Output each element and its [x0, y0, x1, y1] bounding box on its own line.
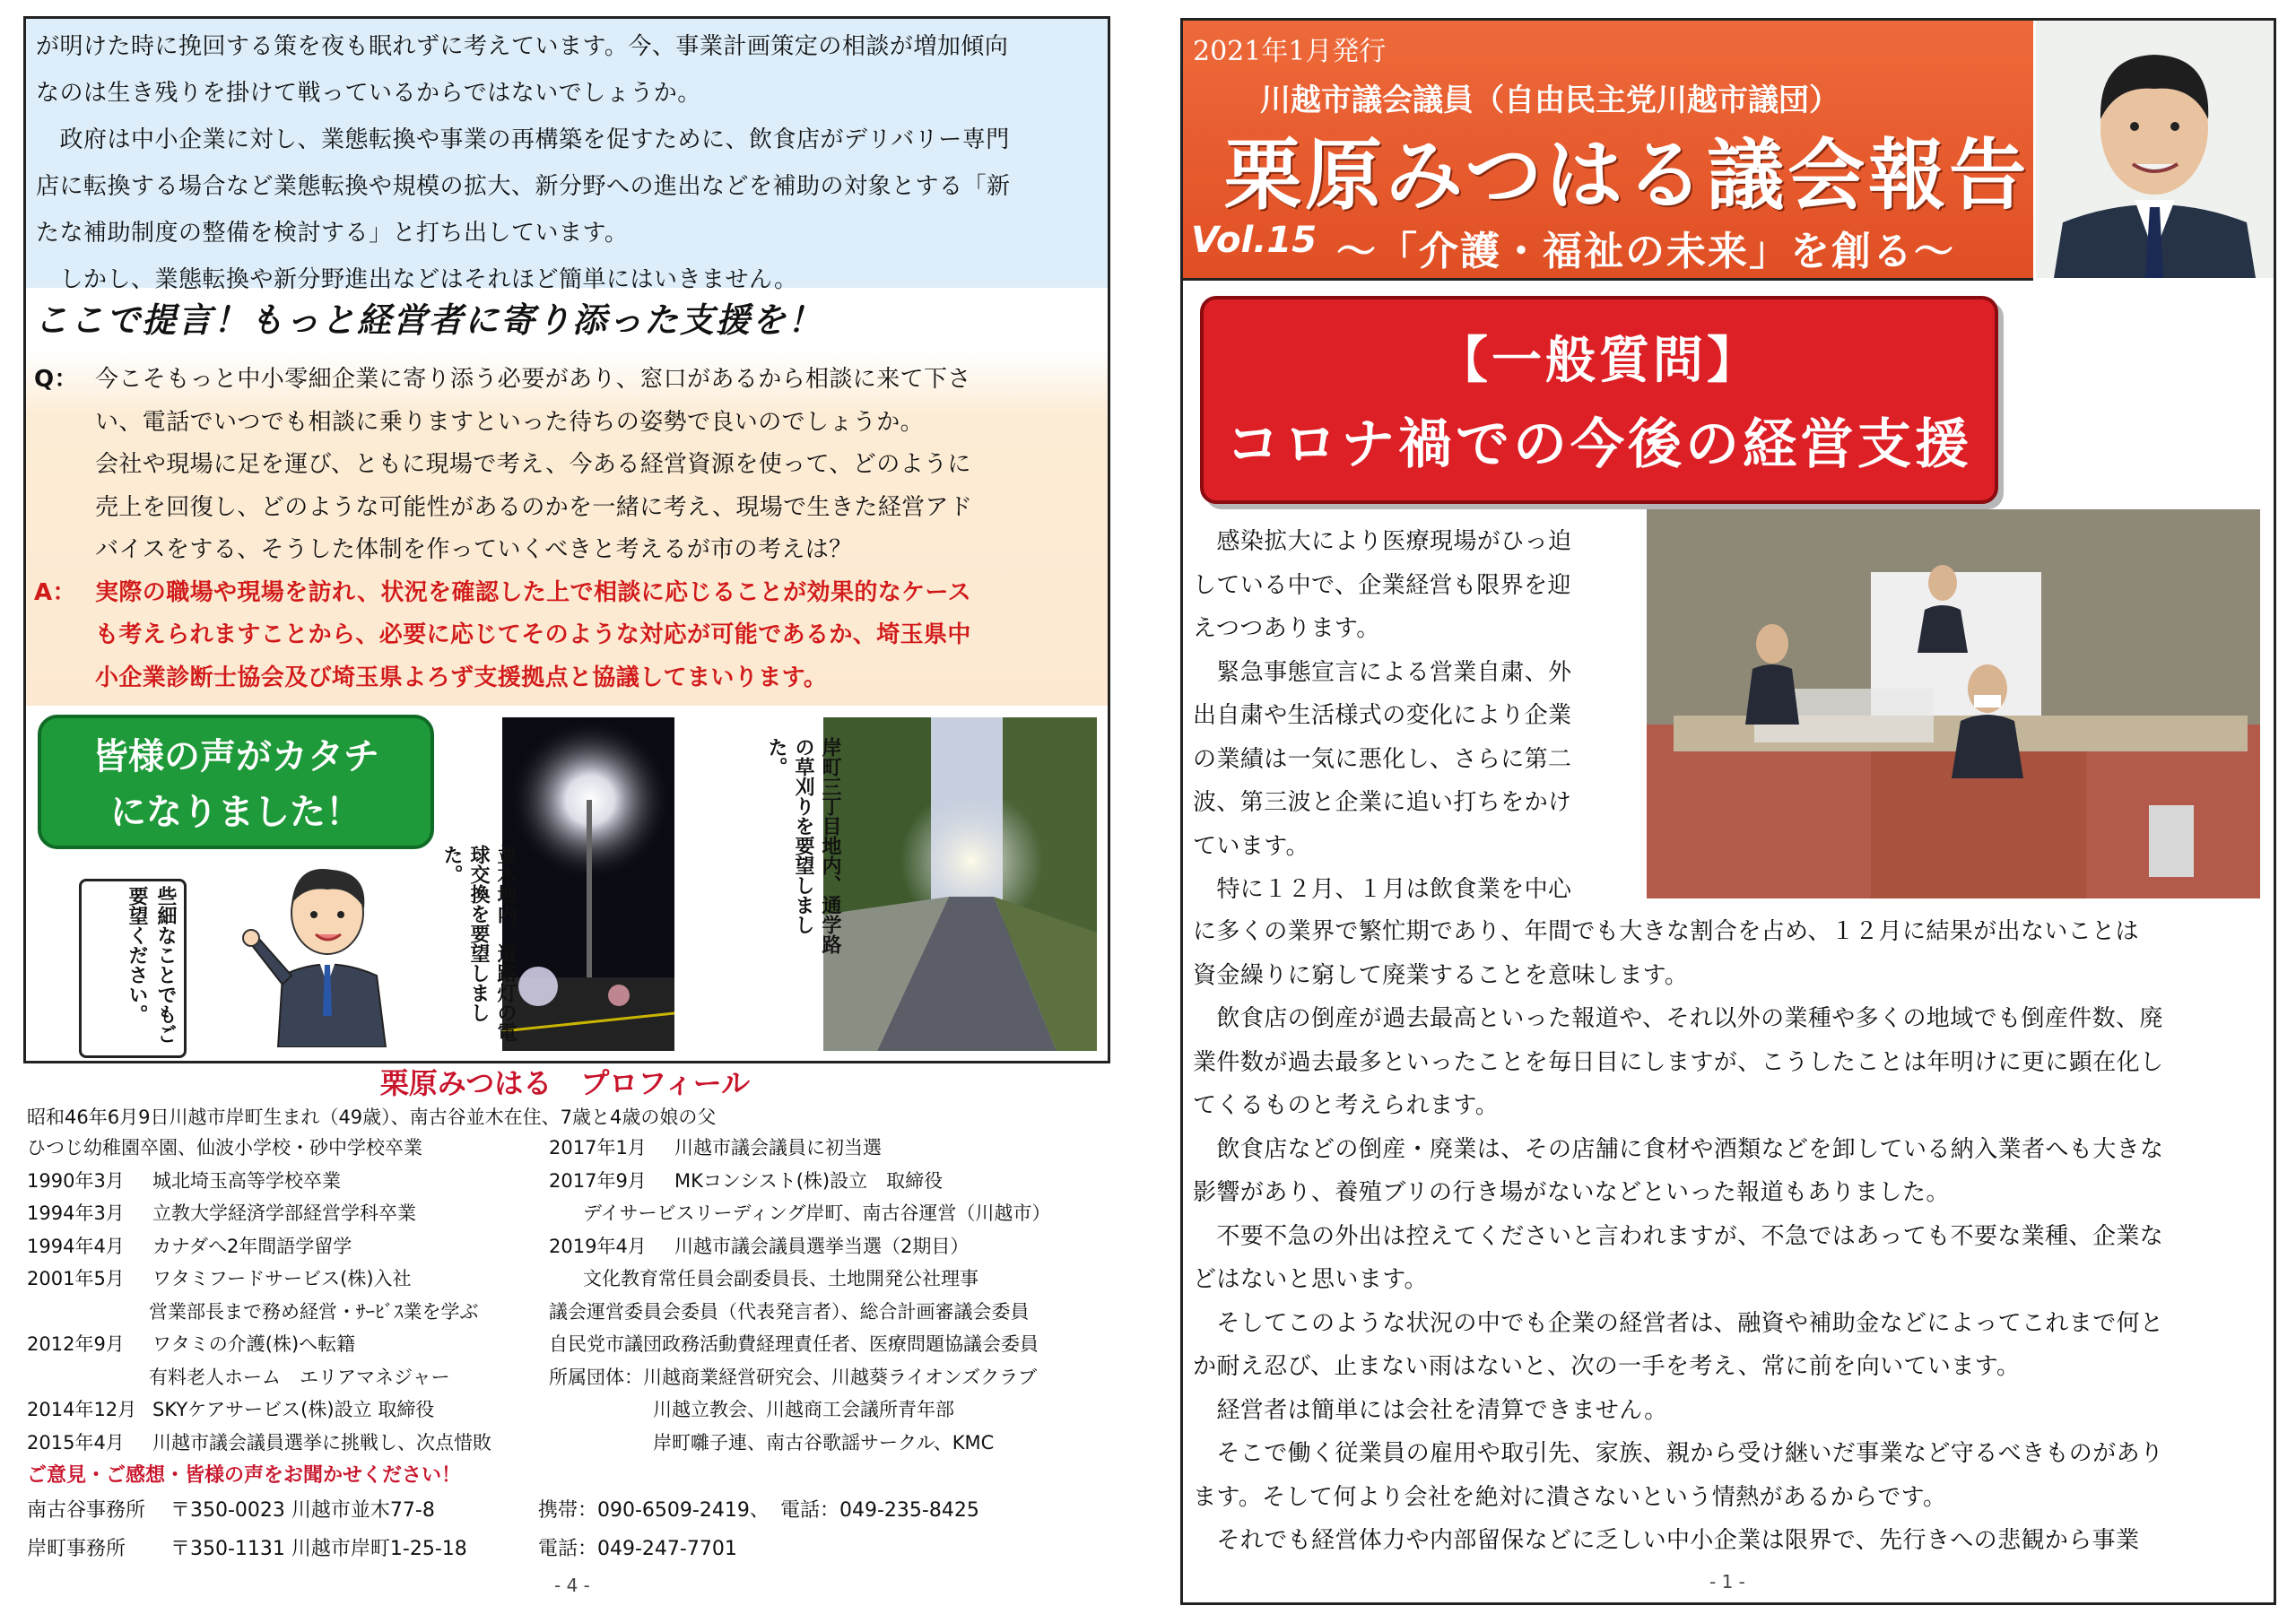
profile-row	[27, 1132, 491, 1165]
proposal-heading: ここで提言！もっと経営者に寄り添った支援を！	[34, 300, 824, 340]
right-content-frame	[1180, 18, 2276, 1605]
profile-text: 文化教育常任員会副委員長、土地開発公社理事	[583, 1268, 978, 1289]
profile-text: 城北埼玉高等学校卒業	[152, 1169, 341, 1192]
page-number-right: - 1 -	[1709, 1571, 1745, 1593]
profile-date: 2001年5月	[27, 1268, 125, 1289]
article-line: えつつあります。	[1193, 615, 1380, 642]
intro-line: 店に転換する場合など業態転換や規模の拡大、新分野への進出などを補助の対象とする「新	[36, 173, 1011, 200]
question-line: い、電話でいつでも相談に乗りますといった待ちの姿勢で良いのでしょうか。	[95, 408, 925, 436]
article-line: ています。	[1193, 832, 1309, 860]
profile-row	[549, 1165, 1050, 1198]
office-tel: 電話：049-235-8425	[780, 1499, 979, 1522]
profile-date: 所属団体：	[549, 1366, 643, 1388]
profile-text: ワタミの介護(株)へ転籍	[152, 1333, 356, 1355]
profile-text: 川越商業経営研究会、川越葵ライオンズクラブ	[643, 1366, 1038, 1388]
speech-bubble-text: 些細なことでもご要望ください。	[126, 886, 177, 1044]
article-line: 緊急事態宣言による営業自粛、外	[1193, 658, 1572, 686]
office-address: 〒350-0023 川越市並木77-8	[170, 1499, 435, 1522]
profile-text: ワタミフードサービス(株)入社	[152, 1268, 412, 1289]
profile-history-right	[549, 1132, 1050, 1459]
profile-date: 1994年3月	[27, 1202, 125, 1224]
profile-row	[549, 1197, 1050, 1230]
profile-text: デイサービスリーディング岸町、南古谷運営（川越市）	[583, 1202, 1051, 1224]
profile-text: 川越立教会、川越商工会議所青年部	[653, 1399, 954, 1420]
office-mobile: 携帯：090-6509-2419、	[538, 1499, 770, 1522]
article-line: 業件数が過去最多といったことを毎日目にしますが、こうしたことは年明けに更に顕在化し	[1193, 1048, 2164, 1076]
profile-row	[549, 1328, 1050, 1361]
left-content-frame	[23, 16, 1110, 1063]
article-line: に多くの業界で繁忙期であり、年間でも大きな割合を占め、１２月に結果が出ないことは	[1193, 918, 2139, 945]
article-line: 影響があり、養殖ブリの行き場がないなどといった報道もありました。	[1193, 1179, 1950, 1206]
voice-badge-line: 皆様の声がカタチ	[92, 736, 379, 777]
profile-row	[27, 1263, 491, 1296]
profile-text: 議会運営委員会委員（代表発言者）、総合計画審議会委員	[549, 1300, 1030, 1323]
answer-line: も考えられますことから、必要に応じてそのような対応が可能であるか、埼玉県中	[95, 621, 971, 648]
profile-row	[549, 1230, 1050, 1263]
profile-date: 2017年1月	[549, 1137, 647, 1159]
intro-line: 政府は中小企業に対し、業態転換や事業の再構築を促すために、飲食店がデリバリー専門	[36, 126, 1010, 153]
article-line: ます。そして何より会社を絶対に潰さないという情熱があるからです。	[1193, 1483, 1947, 1511]
article-line: 飲食店の倒産が過去最高といった報道や、それ以外の業種や多くの地域でも倒産件数、廃	[1193, 1005, 2163, 1032]
profile-date: 2015年4月	[27, 1431, 125, 1454]
profile-date: 2019年4月	[549, 1235, 647, 1257]
newsletter-title: 栗原みつはる議会報告	[1224, 130, 2031, 221]
profile-text: 営業部長まで務め経営・ｻｰﾋﾞｽ業を学ぶ	[149, 1300, 479, 1323]
article-line: 感染拡大により医療現場がひっ迫	[1193, 528, 1572, 555]
article-line: 経営者は簡単には会社を清算できません。	[1193, 1396, 1668, 1424]
article-line: どはないと思います。	[1193, 1266, 1428, 1293]
profile-title: 栗原みつはる プロフィール	[379, 1066, 751, 1100]
question-banner-label: 【一般質問】	[1438, 332, 1761, 390]
profile-row	[27, 1393, 491, 1427]
profile-text: SKYケアサービス(株)設立 取締役	[152, 1399, 435, 1420]
profile-text: 岸町囃子連、南古谷歌謡サークル、KMC	[653, 1431, 995, 1454]
profile-date: 2017年9月	[549, 1169, 647, 1192]
issue-date: 2021年1月発行	[1193, 36, 1387, 67]
article-line: 資金繰りに窮して廃業することを意味します。	[1193, 961, 1689, 989]
profile-row	[27, 1361, 491, 1394]
profile-text: MKコンシスト(株)設立 取締役	[674, 1169, 944, 1192]
article-line: 特に１２月、１月は飲食業を中心	[1193, 876, 1572, 903]
article-line: てくるものと考えられます。	[1193, 1092, 1500, 1119]
streetlight-caption: 並木地内、道路灯の電球交換を要望しました。	[440, 845, 517, 1042]
intro-line: しかし、業態転換や新分野進出などはそれほど簡単にはいきません。	[36, 266, 798, 293]
article-line: 出自粛や生活様式の変化により企業	[1193, 702, 1572, 729]
profile-date: 2012年9月	[27, 1333, 125, 1355]
profile-text: 有料老人ホーム エリアマネジャー	[149, 1366, 450, 1388]
intro-line: たな補助制度の整備を検討する」と打ち出しています。	[36, 220, 629, 247]
article-line: そしてこのような状況の中でも企業の経営者は、融資や補助金などによってこれまで何と	[1193, 1309, 2164, 1337]
profile-row	[27, 1165, 491, 1198]
article-line: している中で、企業経営も限界を迎	[1193, 571, 1571, 599]
article-line: 不要不急の外出は控えてくださいと言われますが、不急ではあっても不要な業種、企業な	[1193, 1222, 2164, 1250]
profile-row	[549, 1132, 1050, 1165]
article-line: 飲食店などの倒産・廃業は、その店舗に食材や酒類などを卸している納入業者へも大きな	[1193, 1135, 2164, 1163]
question-label: Q：	[34, 366, 78, 393]
answer-label: A：	[34, 578, 76, 606]
question-line: 会社や現場に足を運び、ともに現場で考え、今ある経営資源を使って、どのように	[95, 451, 971, 478]
office-address: 〒350-1131 川越市岸町1-25-18	[170, 1538, 467, 1560]
profile-text: 川越市議会議員選挙当選（2期目）	[674, 1235, 970, 1257]
profile-text: カナダへ2年間語学留学	[152, 1235, 352, 1257]
profile-row	[27, 1296, 491, 1329]
roadside-caption: 岸町三丁目地内、通学路の草刈りを要望しました。	[765, 737, 841, 954]
intro-line: なのは生き残りを掛けて戦っているからではないでしょうか。	[36, 80, 701, 107]
answer-line: 実際の職場や現場を訪れ、状況を確認した上で相談に応じることが効果的なケース	[95, 578, 972, 606]
article-line: そこで働く従業員の雇用や取引先、家族、親から受け継いだ事業など守るべきものがあり	[1193, 1440, 2164, 1467]
profile-text: 川越市議会議員に初当選	[674, 1137, 882, 1159]
profile-date: 1994年4月	[27, 1235, 125, 1257]
question-line: 売上を回復し、どのような可能性があるのかを一緒に考え、現場で生きた経営アド	[95, 493, 973, 521]
office-name: 岸町事務所	[27, 1538, 126, 1560]
office-kishimachi	[27, 1533, 780, 1561]
profile-row	[549, 1361, 1050, 1394]
page-number-left: - 4 -	[554, 1575, 590, 1596]
profile-date: 2014年12月	[27, 1399, 137, 1420]
article-line: か耐え忍び、止まない雨はないと、次の一手を考え、常に前を向いています。	[1193, 1353, 2021, 1380]
volume-number: Vol.15	[1191, 220, 1318, 261]
article-line: それでも経営体力や内部留保などに乏しい中小企業は限界で、先行きへの悲観から事業	[1193, 1527, 2140, 1554]
article-line: の業績は一気に悪化し、さらに第二	[1193, 745, 1572, 773]
answer-line: 小企業診断士協会及び埼玉県よろず支援拠点と協議してまいります。	[95, 664, 828, 691]
profile-row	[549, 1263, 1050, 1296]
affiliation: 川越市議会議員（自由民主党川越市議団）	[1260, 82, 1839, 118]
volume-theme: ～「介護・福祉の未来」を創る～	[1336, 229, 1955, 274]
question-line: バイスをする、そうした体制を作っていくべきと考えるが市の考えは？	[95, 536, 853, 563]
question-banner-topic: コロナ禍での今後の経営支援	[1226, 413, 1972, 476]
profile-row	[27, 1230, 491, 1263]
profile-date: 1990年3月	[27, 1169, 125, 1192]
office-name: 南古谷事務所	[27, 1499, 146, 1522]
article-line: 波、第三波と企業に追い打ちをかけ	[1193, 789, 1572, 816]
profile-row	[27, 1427, 491, 1460]
profile-text: ひつじ幼稚園卒園、仙波小学校・砂中学校卒業	[27, 1137, 422, 1159]
voice-badge-line: になりました！	[110, 792, 361, 833]
profile-text: 立教大学経済学部経営学科卒業	[152, 1202, 416, 1224]
office-minamifuruya	[27, 1495, 979, 1523]
profile-history-left	[27, 1132, 491, 1459]
profile-text: 川越市議会議員選挙に挑戦し、次点惜敗	[152, 1431, 491, 1454]
question-line: 今こそもっと中小零細企業に寄り添う必要があり、窓口があるから相談に来て下さ	[95, 366, 971, 393]
profile-row	[549, 1296, 1050, 1329]
profile-row	[549, 1427, 1050, 1460]
intro-line: が明けた時に挽回する策を夜も眠れずに考えています。今、事業計画策定の相談が増加傾向	[36, 33, 1009, 60]
profile-header: 昭和46年6月9日川越市岸町生まれ（49歳）、南古谷並木在住、7歳と4歳の娘の父	[27, 1107, 717, 1128]
profile-row	[549, 1393, 1050, 1427]
profile-text: 自民党市議団政務活動費経理責任者、医療問題協議会委員	[549, 1333, 1039, 1355]
profile-row	[27, 1328, 491, 1361]
profile-row	[27, 1197, 491, 1230]
office-tel: 電話：049-247-7701	[538, 1538, 737, 1560]
feedback-request: ご意見・ご感想・皆様の声をお聞かせください！	[27, 1464, 462, 1487]
